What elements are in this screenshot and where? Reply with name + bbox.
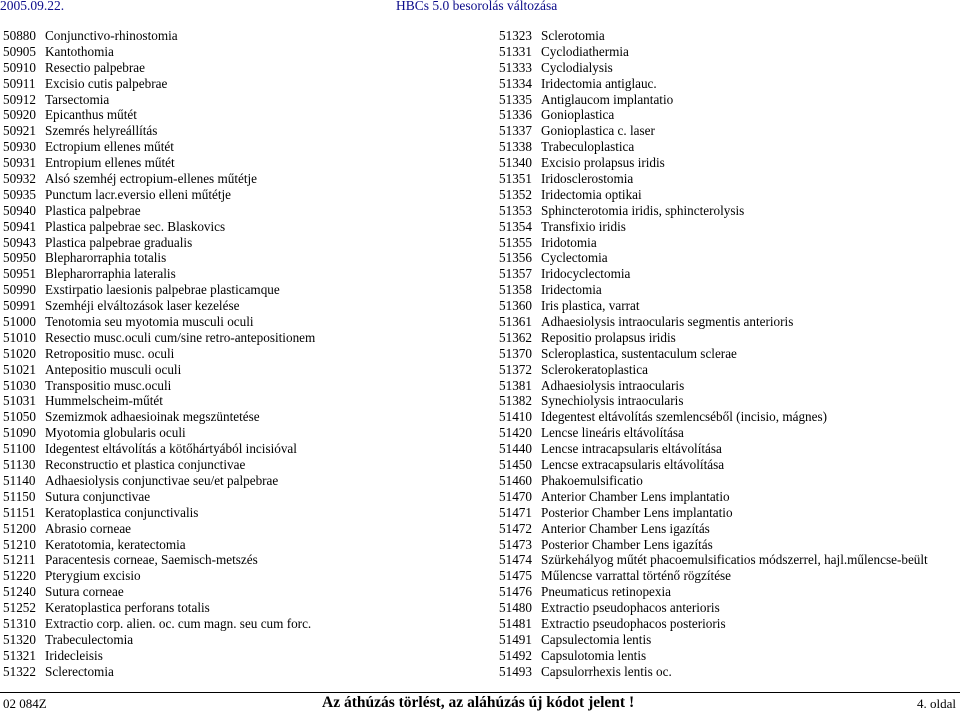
code-row	[3, 521, 315, 537]
procedure-code: 51220	[3, 568, 36, 584]
procedure-code: 51450	[499, 457, 532, 473]
procedure-code: 51372	[499, 361, 532, 377]
procedure-code: 51353	[499, 202, 532, 218]
code-row	[3, 139, 315, 155]
procedure-code: 51356	[499, 250, 532, 266]
procedure-code: 51476	[499, 584, 532, 600]
procedure-code: 51355	[499, 234, 532, 250]
procedure-name: Adhaesiolysis conjunctivae seu/et palpebrae	[45, 472, 279, 488]
procedure-name: Excisio cutis palpebrae	[45, 75, 168, 91]
code-row	[499, 60, 928, 76]
code-row	[499, 425, 928, 441]
procedure-code: 51381	[499, 377, 532, 393]
procedure-name: Posterior Chamber Lens implantatio	[541, 504, 733, 520]
procedure-code: 51360	[499, 298, 532, 314]
procedure-name: Retropositio musc. oculi	[45, 345, 175, 361]
procedure-name: Pterygium excisio	[45, 568, 141, 584]
procedure-name: Pneumaticus retinopexia	[541, 584, 672, 600]
procedure-code: 50930	[3, 139, 36, 155]
right-code-column	[499, 28, 928, 680]
procedure-code: 51000	[3, 314, 36, 330]
procedure-code: 51331	[499, 43, 532, 59]
procedure-name: Szemhéji elváltozások laser kezelése	[45, 298, 240, 314]
code-row	[499, 362, 928, 378]
procedure-code: 50951	[3, 266, 36, 282]
procedure-name: Plastica palpebrae sec. Blaskovics	[45, 218, 226, 234]
code-row	[3, 489, 315, 505]
procedure-code: 50911	[3, 75, 36, 91]
procedure-name: Lencse extracapsularis eltávolítása	[541, 457, 725, 473]
code-row	[3, 346, 315, 362]
procedure-name: Iridosclerostomia	[541, 171, 634, 187]
procedure-code: 51351	[499, 171, 532, 187]
procedure-code: 51021	[3, 361, 36, 377]
procedure-code: 50932	[3, 171, 36, 187]
procedure-code: 51475	[499, 568, 532, 584]
code-row	[3, 171, 315, 187]
code-row	[3, 28, 315, 44]
procedure-code: 51493	[499, 663, 532, 679]
footer-legend-note: Az áthúzás törlést, az aláhúzás új kódot jelent !	[322, 694, 635, 711]
procedure-name: Műlencse varrattal történő rögzítése	[541, 568, 732, 584]
procedure-name: Lencse lineáris eltávolítása	[541, 425, 684, 441]
left-code-column	[3, 28, 315, 680]
procedure-name: Conjunctivo-rhinostomia	[45, 28, 178, 43]
code-row	[499, 155, 928, 171]
code-row	[3, 76, 315, 92]
code-row	[499, 521, 928, 537]
procedure-name: Lencse intracapsularis eltávolítása	[541, 441, 722, 457]
procedure-name: Plastica palpebrae	[45, 202, 141, 218]
procedure-code: 51471	[499, 504, 532, 520]
code-row	[499, 346, 928, 362]
procedure-code: 51340	[499, 155, 532, 171]
procedure-name: Tarsectomia	[45, 91, 110, 107]
code-row	[3, 393, 315, 409]
code-row	[3, 425, 315, 441]
procedure-code: 50935	[3, 186, 36, 202]
procedure-name: Paracentesis corneae, Saemisch-metszés	[45, 552, 258, 568]
procedure-name: Tenotomia seu myotomia musculi oculi	[45, 314, 254, 330]
procedure-name: Punctum lacr.eversio elleni műtétje	[45, 186, 232, 202]
procedure-name: Repositio prolapsus iridis	[541, 329, 676, 345]
procedure-code: 51050	[3, 409, 36, 425]
procedure-code: 51420	[499, 425, 532, 441]
procedure-name: Sutura corneae	[45, 584, 124, 600]
code-row	[3, 409, 315, 425]
procedure-name: Idegentest eltávolítás a kötőhártyából incisióval	[45, 441, 297, 457]
code-row	[499, 171, 928, 187]
code-row	[3, 266, 315, 282]
code-row	[3, 155, 315, 171]
procedure-name: Kantothomia	[45, 43, 114, 59]
procedure-name: Gonioplastica c. laser	[541, 123, 655, 139]
procedure-code: 51151	[3, 504, 36, 520]
procedure-name: Entropium ellenes műtét	[45, 155, 175, 171]
procedure-code: 50910	[3, 59, 36, 75]
procedure-code: 51473	[499, 536, 532, 552]
code-row	[499, 219, 928, 235]
procedure-name: Iridectomia	[541, 282, 602, 298]
procedure-name: Keratoplastica perforans totalis	[45, 600, 210, 616]
code-row	[499, 282, 928, 298]
code-row	[3, 457, 315, 473]
procedure-name: Extractio corp. alien. oc. cum magn. seu cum forc.	[45, 615, 312, 631]
code-row	[3, 378, 315, 394]
procedure-name: Iridecleisis	[45, 647, 103, 663]
code-row	[499, 187, 928, 203]
procedure-code: 51030	[3, 377, 36, 393]
code-row	[499, 489, 928, 505]
code-row	[3, 616, 315, 632]
procedure-name: Resectio palpebrae	[45, 59, 145, 75]
procedure-code: 51480	[499, 600, 532, 616]
procedure-name: Cyclodiathermia	[541, 43, 629, 59]
code-row	[499, 28, 928, 44]
code-row	[3, 298, 315, 314]
procedure-name: Anterior Chamber Lens igazítás	[541, 520, 710, 536]
code-row	[499, 473, 928, 489]
code-row	[499, 330, 928, 346]
code-row	[499, 378, 928, 394]
procedure-name: Reconstructio et plastica conjunctivae	[45, 457, 246, 473]
procedure-name: Anterior Chamber Lens implantatio	[541, 488, 730, 504]
procedure-code: 51492	[499, 647, 532, 663]
procedure-name: Exstirpatio laesionis palpebrae plasticamque	[45, 282, 280, 298]
procedure-name: Antiglaucom implantatio	[541, 91, 674, 107]
procedure-code: 51352	[499, 186, 532, 202]
code-row	[3, 92, 315, 108]
procedure-code: 51321	[3, 647, 36, 663]
procedure-code: 51410	[499, 409, 532, 425]
procedure-name: Trabeculoplastica	[541, 139, 635, 155]
footer-divider	[0, 692, 960, 693]
procedure-code: 51200	[3, 520, 36, 536]
code-row	[3, 664, 315, 680]
procedure-code: 51440	[499, 441, 532, 457]
procedure-code: 51474	[499, 552, 532, 568]
procedure-code: 51370	[499, 345, 532, 361]
header-date: 2005.09.22.	[0, 0, 65, 13]
procedure-name: Myotomia globularis oculi	[45, 425, 186, 441]
code-row	[3, 584, 315, 600]
code-row	[3, 60, 315, 76]
procedure-code: 50921	[3, 123, 36, 139]
code-row	[3, 219, 315, 235]
procedure-name: Adhaesiolysis intraocularis	[541, 377, 685, 393]
code-row	[499, 632, 928, 648]
code-row	[3, 187, 315, 203]
procedure-name: Scleroplastica, sustentaculum sclerae	[541, 345, 737, 361]
procedure-name: Abrasio corneae	[45, 520, 132, 536]
procedure-code: 50941	[3, 218, 36, 234]
procedure-name: Trabeculectomia	[45, 631, 134, 647]
procedure-code: 51150	[3, 488, 36, 504]
code-row	[3, 537, 315, 553]
procedure-name: Blepharorraphia lateralis	[45, 266, 176, 282]
procedure-code: 51210	[3, 536, 36, 552]
code-row	[499, 139, 928, 155]
procedure-code: 51460	[499, 472, 532, 488]
procedure-name: Extractio pseudophacos anterioris	[541, 600, 720, 616]
procedure-name: Epicanthus műtét	[45, 107, 137, 123]
procedure-code: 51481	[499, 615, 532, 631]
code-row	[499, 648, 928, 664]
code-row	[499, 314, 928, 330]
code-row	[499, 298, 928, 314]
procedure-name: Transfixio iridis	[541, 218, 626, 234]
page-header	[0, 0, 960, 15]
code-row	[499, 505, 928, 521]
procedure-code: 51362	[499, 329, 532, 345]
procedure-name: Posterior Chamber Lens igazítás	[541, 536, 713, 552]
procedure-code: 51358	[499, 282, 532, 298]
procedure-name: Iridectomia optikai	[541, 186, 642, 202]
procedure-name: Blepharorraphia totalis	[45, 250, 167, 266]
procedure-code: 51382	[499, 393, 532, 409]
procedure-name: Gonioplastica	[541, 107, 615, 123]
code-row	[499, 537, 928, 553]
code-row	[499, 409, 928, 425]
procedure-code: 51361	[499, 314, 532, 330]
procedure-name: Plastica palpebrae gradualis	[45, 234, 193, 250]
procedure-name: Hummelscheim-műtét	[45, 393, 163, 409]
code-row	[3, 235, 315, 251]
code-row	[499, 584, 928, 600]
procedure-code: 51337	[499, 123, 532, 139]
code-row	[499, 664, 928, 680]
procedure-code: 51354	[499, 218, 532, 234]
procedure-code: 50931	[3, 155, 36, 171]
code-row	[3, 123, 315, 139]
procedure-name: Iridectomia antiglauc.	[541, 75, 657, 91]
code-row	[3, 250, 315, 266]
procedure-code: 50905	[3, 43, 36, 59]
code-row	[499, 568, 928, 584]
procedure-code: 51323	[499, 28, 532, 43]
procedure-name: Synechiolysis intraocularis	[541, 393, 684, 409]
procedure-code: 50990	[3, 282, 36, 298]
procedure-code: 51130	[3, 457, 36, 473]
procedure-name: Keratoplastica conjunctivalis	[45, 504, 199, 520]
procedure-code: 51020	[3, 345, 36, 361]
page-number: 4. oldal	[917, 696, 956, 711]
procedure-code: 51357	[499, 266, 532, 282]
code-row	[499, 250, 928, 266]
code-row	[3, 600, 315, 616]
procedure-code: 51335	[499, 91, 532, 107]
code-row	[3, 314, 315, 330]
procedure-code: 51100	[3, 441, 36, 457]
code-row	[3, 473, 315, 489]
procedure-name: Cyclectomia	[541, 250, 608, 266]
code-row	[499, 552, 928, 568]
procedure-code: 50940	[3, 202, 36, 218]
footer-code: 02 084Z	[3, 696, 47, 711]
code-row	[499, 457, 928, 473]
procedure-name: Phakoemulsificatio	[541, 472, 643, 488]
procedure-code: 51333	[499, 59, 532, 75]
code-row	[3, 330, 315, 346]
code-row	[3, 648, 315, 664]
procedure-name: Szürkehályog műtét phacoemulsificatios módszerrel, hajl.műlencse-beült	[541, 552, 928, 568]
procedure-code: 50991	[3, 298, 36, 314]
procedure-name: Capsulotomia lentis	[541, 647, 647, 663]
procedure-name: Alsó szemhéj ectropium-ellenes műtétje	[45, 171, 258, 187]
procedure-code: 51140	[3, 472, 36, 488]
procedure-code: 51211	[3, 552, 36, 568]
code-row	[3, 505, 315, 521]
code-row	[3, 632, 315, 648]
procedure-code: 51320	[3, 631, 36, 647]
procedure-code: 51310	[3, 615, 36, 631]
procedure-code: 51334	[499, 75, 532, 91]
procedure-name: Capsulorrhexis lentis oc.	[541, 663, 672, 679]
procedure-name: Szemrés helyreállítás	[45, 123, 158, 139]
code-row	[499, 235, 928, 251]
procedure-name: Resectio musc.oculi cum/sine retro-antepositionem	[45, 329, 316, 345]
procedure-code: 51322	[3, 663, 36, 679]
code-row	[499, 92, 928, 108]
procedure-name: Adhaesiolysis intraocularis segmentis anterioris	[541, 314, 794, 330]
code-row	[3, 552, 315, 568]
code-row	[499, 441, 928, 457]
procedure-name: Keratotomia, keratectomia	[45, 536, 186, 552]
procedure-name: Idegentest eltávolítás szemlencséből (incisio, mágnes)	[541, 409, 828, 425]
procedure-code: 51491	[499, 631, 532, 647]
procedure-code: 51031	[3, 393, 36, 409]
procedure-name: Transpositio musc.oculi	[45, 377, 172, 393]
procedure-name: Iris plastica, varrat	[541, 298, 640, 314]
code-row	[499, 107, 928, 123]
procedure-name: Ectropium ellenes műtét	[45, 139, 174, 155]
code-row	[499, 616, 928, 632]
procedure-name: Sphincterotomia iridis, sphincterolysis	[541, 202, 745, 218]
procedure-name: Sclerokeratoplastica	[541, 361, 648, 377]
code-row	[499, 123, 928, 139]
procedure-code: 50912	[3, 91, 36, 107]
code-row	[499, 203, 928, 219]
procedure-code: 51470	[499, 488, 532, 504]
procedure-name: Sutura conjunctivae	[45, 488, 151, 504]
code-row	[3, 107, 315, 123]
code-row	[499, 600, 928, 616]
code-row	[3, 441, 315, 457]
code-row	[3, 203, 315, 219]
procedure-name: Szemizmok adhaesioinak megszüntetése	[45, 409, 260, 425]
code-row	[499, 266, 928, 282]
procedure-name: Iridotomia	[541, 234, 597, 250]
procedure-name: Excisio prolapsus iridis	[541, 155, 665, 171]
procedure-code: 51472	[499, 520, 532, 536]
procedure-code: 50920	[3, 107, 36, 123]
procedure-code: 51252	[3, 600, 36, 616]
code-row	[3, 44, 315, 60]
procedure-code: 51090	[3, 425, 36, 441]
code-row	[499, 393, 928, 409]
code-row	[3, 362, 315, 378]
procedure-name: Antepositio musculi oculi	[45, 361, 182, 377]
procedure-name: Extractio pseudophacos posterioris	[541, 615, 726, 631]
code-row	[499, 44, 928, 60]
procedure-name: Cyclodialysis	[541, 59, 613, 75]
procedure-name: Iridocyclectomia	[541, 266, 631, 282]
code-row	[3, 282, 315, 298]
procedure-code: 51240	[3, 584, 36, 600]
procedure-code: 50950	[3, 250, 36, 266]
procedure-code: 51338	[499, 139, 532, 155]
procedure-name: Sclerotomia	[541, 28, 605, 43]
code-row	[499, 76, 928, 92]
procedure-name: Capsulectomia lentis	[541, 631, 652, 647]
procedure-code: 50880	[3, 28, 36, 43]
procedure-code: 51336	[499, 107, 532, 123]
header-title: HBCs 5.0 besorolás változása	[396, 0, 558, 13]
procedure-code: 51010	[3, 329, 36, 345]
code-row	[3, 568, 315, 584]
procedure-name: Sclerectomia	[45, 663, 114, 679]
procedure-code: 50943	[3, 234, 36, 250]
